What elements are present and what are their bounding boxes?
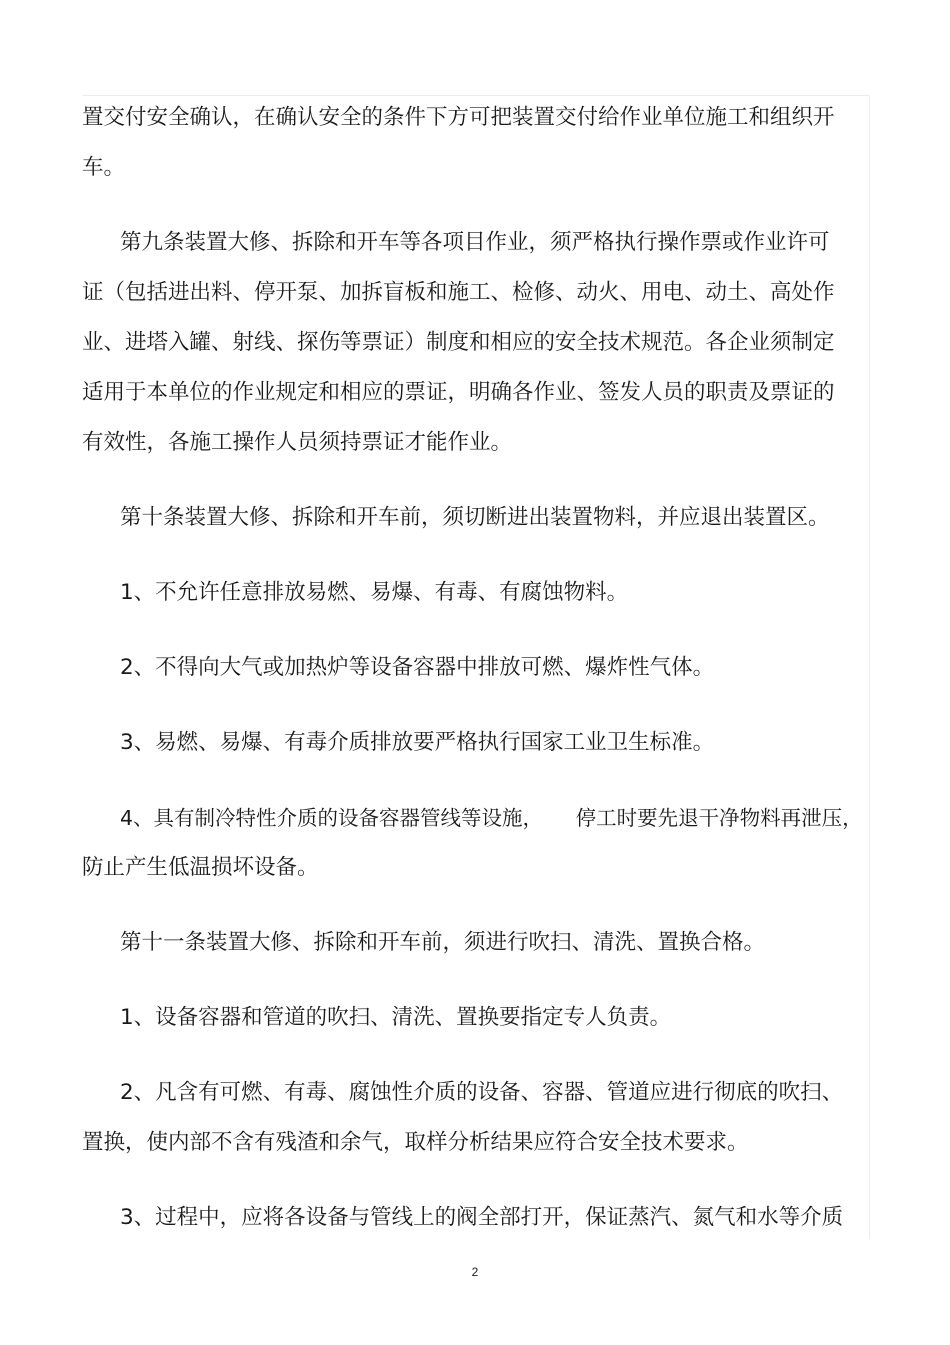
text-line: 证（包括进出料、停开泵、加拆盲板和施工、检修、动火、用电、动土、高处作	[82, 280, 835, 305]
text-line: 3、易燃、易爆、有毒介质排放要严格执行国家工业卫生标准。	[120, 730, 715, 755]
text-line: 3、过程中，应将各设备与管线上的阀全部打开，保证蒸汽、氮气和水等介质	[120, 1205, 844, 1230]
page-number: 2	[471, 1265, 479, 1279]
text-line: 适用于本单位的作业规定和相应的票证，明确各作业、签发人员的职责及票证的	[82, 380, 835, 405]
text-line: 车。	[82, 155, 126, 180]
text-line: 防止产生低温损坏设备。	[82, 855, 319, 880]
text-line: 1、设备容器和管道的吹扫、清洗、置换要指定专人负责。	[120, 1005, 672, 1030]
text-line: 2、凡含有可燃、有毒、腐蚀性介质的设备、容器、管道应进行彻底的吹扫、	[120, 1080, 844, 1105]
text-line: 1、不允许任意排放易燃、易爆、有毒、有腐蚀物料。	[120, 580, 629, 605]
text-line: 第十条装置大修、拆除和开车前，须切断进出装置物料，并应退出装置区。	[120, 505, 830, 530]
text-line: 置换，使内部不含有残渣和余气，取样分析结果应符合安全技术要求。	[82, 1130, 749, 1155]
text-line: 4、具有制冷特性介质的设备容器管线等设施， 停工时要先退干净物料再泄压，	[120, 806, 863, 830]
text-line: 置交付安全确认，在确认安全的条件下方可把装置交付给作业单位施工和组织开	[82, 105, 835, 130]
text-line: 2、不得向大气或加热炉等设备容器中排放可燃、爆炸性气体。	[120, 655, 715, 680]
text-line: 业、进塔入罐、射线、探伤等票证）制度和相应的安全技术规范。各企业须制定	[82, 330, 835, 355]
text-line: 第十一条装置大修、拆除和开车前，须进行吹扫、清洗、置换合格。	[120, 930, 766, 955]
text-line: 第九条装置大修、拆除和开车等各项目作业，须严格执行操作票或作业许可	[120, 230, 830, 255]
text-line: 有效性，各施工操作人员须持票证才能作业。	[82, 430, 513, 455]
